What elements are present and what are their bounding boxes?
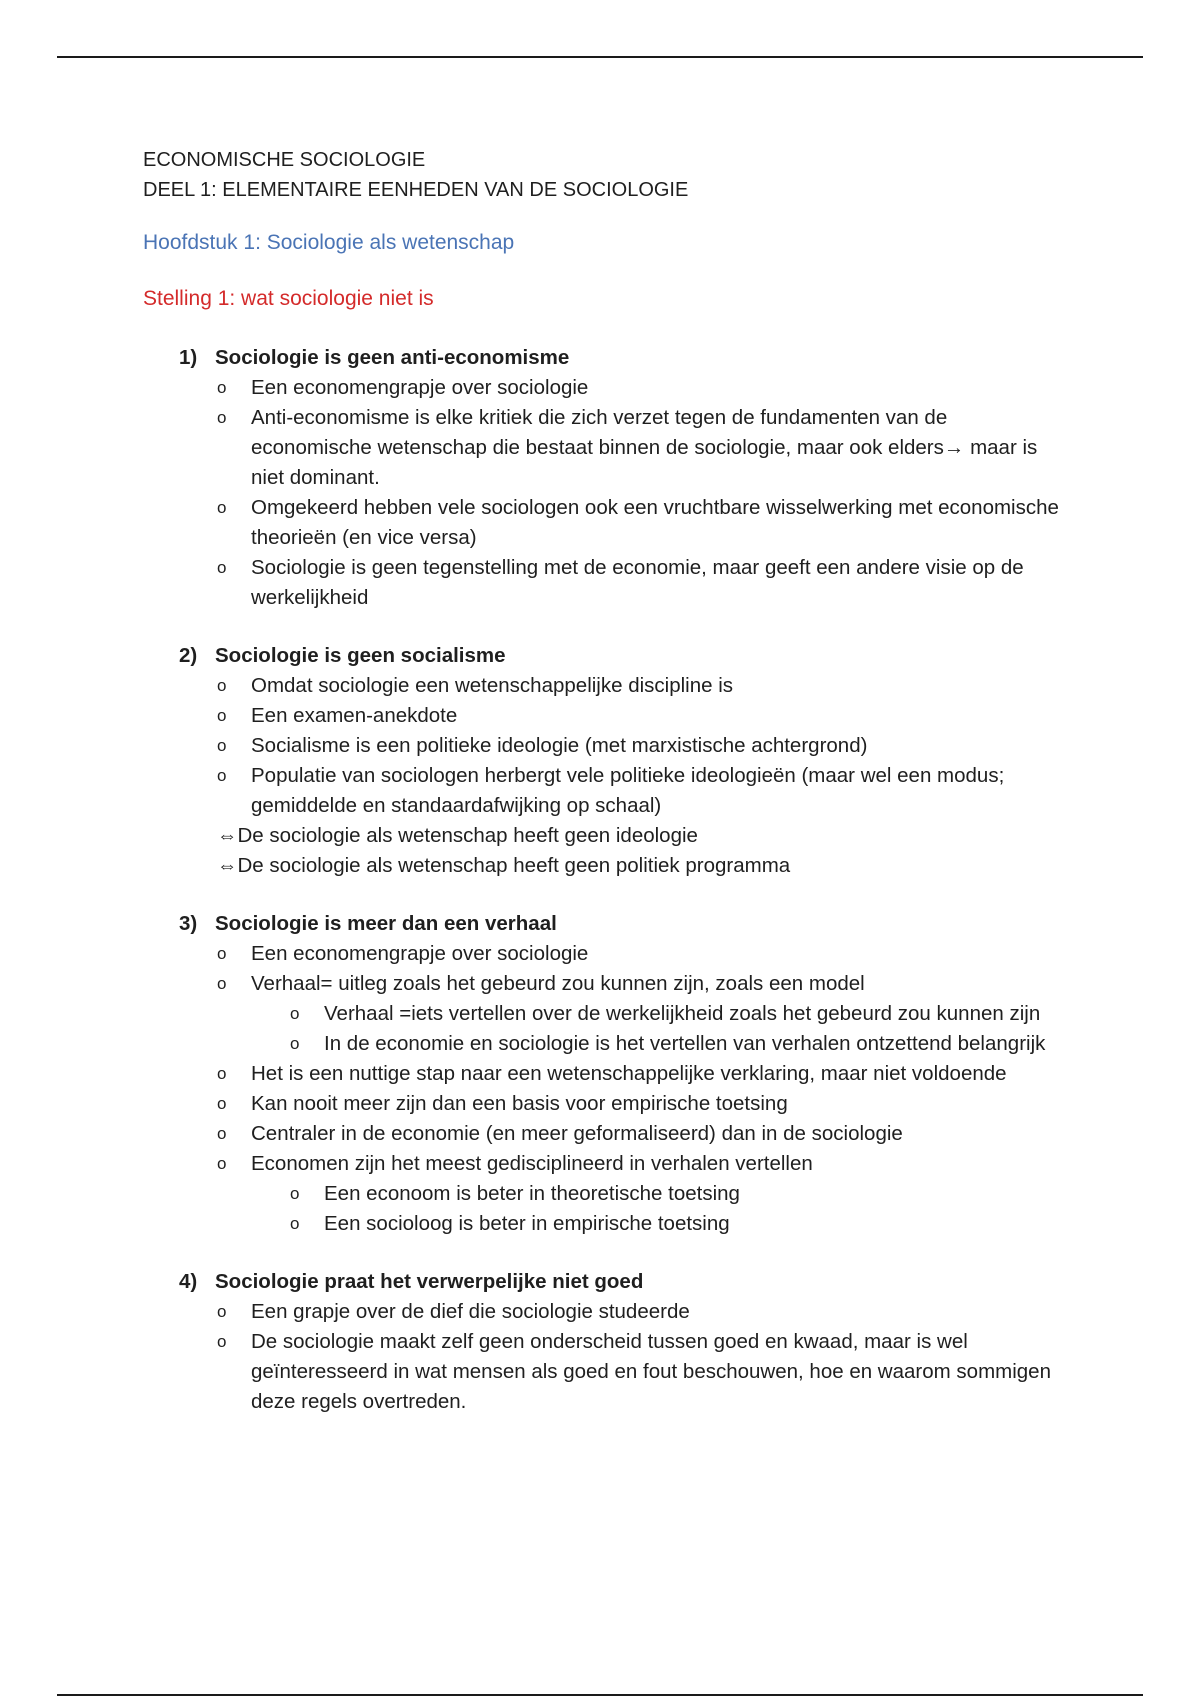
list-item: o Socialisme is een politieke ideologie (met marxistische achtergrond) bbox=[143, 731, 1073, 761]
list-item: o Een examen-anekdote bbox=[143, 701, 1073, 731]
circle-bullet-icon: o bbox=[217, 766, 227, 785]
sub-list-item: o Verhaal =iets vertellen over de werkelijkheid zoals het gebeurd zou kunnen zijn bbox=[143, 999, 1073, 1029]
circle-bullet-icon: o bbox=[217, 1302, 227, 1321]
section-title: Sociologie praat het verwerpelijke niet goed bbox=[215, 1270, 644, 1293]
list-item: o Omdat sociologie een wetenschappelijke discipline is bbox=[143, 671, 1073, 701]
circle-bullet-icon: o bbox=[217, 974, 227, 993]
list-item: o Een grapje over de dief die sociologie studeerde bbox=[143, 1297, 1073, 1327]
section-number: 4) bbox=[179, 1270, 198, 1293]
section-heading bbox=[143, 641, 1073, 671]
footer-rule bbox=[57, 1694, 1143, 1696]
list-item: o Economen zijn het meest gedisciplineerd in verhalen vertellen bbox=[143, 1149, 1073, 1179]
equivalence-note: ⇔De sociologie als wetenschap heeft geen politiek programma bbox=[217, 854, 791, 877]
list-item: o Een economengrapje over sociologie bbox=[143, 939, 1073, 969]
thesis-heading: Stelling 1: wat sociologie niet is bbox=[143, 287, 434, 310]
chapter-heading: Hoofdstuk 1: Sociologie als wetenschap bbox=[143, 231, 515, 254]
list-item: o Populatie van sociologen herbergt vele politieke ideologieën (maar wel een modus; gemiddelde en standaardafwijking op schaal) bbox=[143, 761, 1073, 821]
circle-bullet-icon: o bbox=[217, 1332, 227, 1351]
section-title: Sociologie is meer dan een verhaal bbox=[215, 912, 557, 935]
circle-bullet-icon: o bbox=[290, 1214, 300, 1233]
circle-bullet-icon: o bbox=[217, 498, 227, 517]
section-heading bbox=[143, 1267, 1073, 1297]
circle-bullet-icon: o bbox=[217, 1154, 227, 1173]
section-2 bbox=[143, 641, 1073, 881]
circle-bullet-icon: o bbox=[217, 1094, 227, 1113]
circle-bullet-icon: o bbox=[217, 1064, 227, 1083]
bullet-list bbox=[143, 671, 1073, 821]
section-heading bbox=[143, 909, 1073, 939]
list-item: o Anti-economisme is elke kritiek die zich verzet tegen de fundamenten van de economische wetenschap die bestaat binnen de sociologie, maar ook elders→ maar is niet dominant. bbox=[143, 403, 1073, 493]
circle-bullet-icon: o bbox=[290, 1004, 300, 1023]
list-item: o Omgekeerd hebben vele sociologen ook een vruchtbare wisselwerking met economische theorieën (en vice versa) bbox=[143, 493, 1073, 553]
bullet-list bbox=[143, 939, 1073, 1239]
circle-bullet-icon: o bbox=[217, 676, 227, 695]
section-4 bbox=[143, 1267, 1073, 1417]
section-number: 2) bbox=[179, 644, 198, 667]
document-title: ECONOMISCHE SOCIOLOGIE bbox=[143, 149, 426, 171]
list-item: o Sociologie is geen tegenstelling met de economie, maar geeft een andere visie op de werkelijkheid bbox=[143, 553, 1073, 613]
circle-bullet-icon: o bbox=[290, 1184, 300, 1203]
section-number: 1) bbox=[179, 346, 198, 369]
header-rule bbox=[57, 56, 1143, 58]
circle-bullet-icon: o bbox=[217, 1124, 227, 1143]
bullet-list bbox=[143, 1297, 1073, 1417]
circle-bullet-icon: o bbox=[217, 944, 227, 963]
section-title: Sociologie is geen socialisme bbox=[215, 644, 506, 667]
sub-list-item: o Een econoom is beter in theoretische toetsing bbox=[143, 1179, 1073, 1209]
list-item: o Het is een nuttige stap naar een wetenschappelijke verklaring, maar niet voldoende bbox=[143, 1059, 1073, 1089]
list-item: o Centraler in de economie (en meer geformaliseerd) dan in de sociologie bbox=[143, 1119, 1073, 1149]
list-item: o De sociologie maakt zelf geen onderscheid tussen goed en kwaad, maar is wel geïnteresseerd in wat mensen als goed en fout beschouwen, hoe en waarom sommigen deze regels overtreden. bbox=[143, 1327, 1073, 1417]
circle-bullet-icon: o bbox=[217, 558, 227, 577]
circle-bullet-icon: o bbox=[217, 378, 227, 397]
circle-bullet-icon: o bbox=[217, 706, 227, 725]
list-item: o Verhaal= uitleg zoals het gebeurd zou kunnen zijn, zoals een model bbox=[143, 969, 1073, 999]
equivalence-note: ⇔De sociologie als wetenschap heeft geen ideologie bbox=[217, 824, 698, 847]
section-heading bbox=[143, 343, 1073, 373]
circle-bullet-icon: o bbox=[290, 1034, 300, 1053]
circle-bullet-icon: o bbox=[217, 736, 227, 755]
section-number: 3) bbox=[179, 912, 198, 935]
list-item: o Kan nooit meer zijn dan een basis voor empirische toetsing bbox=[143, 1089, 1073, 1119]
section-3 bbox=[143, 909, 1073, 1239]
bullet-list bbox=[143, 373, 1073, 613]
sub-list-item: o Een socioloog is beter in empirische toetsing bbox=[143, 1209, 1073, 1239]
section-title: Sociologie is geen anti-economisme bbox=[215, 346, 570, 369]
document-page bbox=[143, 145, 1073, 1417]
section-1 bbox=[143, 343, 1073, 613]
circle-bullet-icon: o bbox=[217, 408, 227, 427]
sub-list-item: o In de economie en sociologie is het vertellen van verhalen ontzettend belangrijk bbox=[143, 1029, 1073, 1059]
list-item: o Een economengrapje over sociologie bbox=[143, 373, 1073, 403]
document-subtitle: DEEL 1: ELEMENTAIRE EENHEDEN VAN DE SOCIOLOGIE bbox=[143, 179, 689, 201]
